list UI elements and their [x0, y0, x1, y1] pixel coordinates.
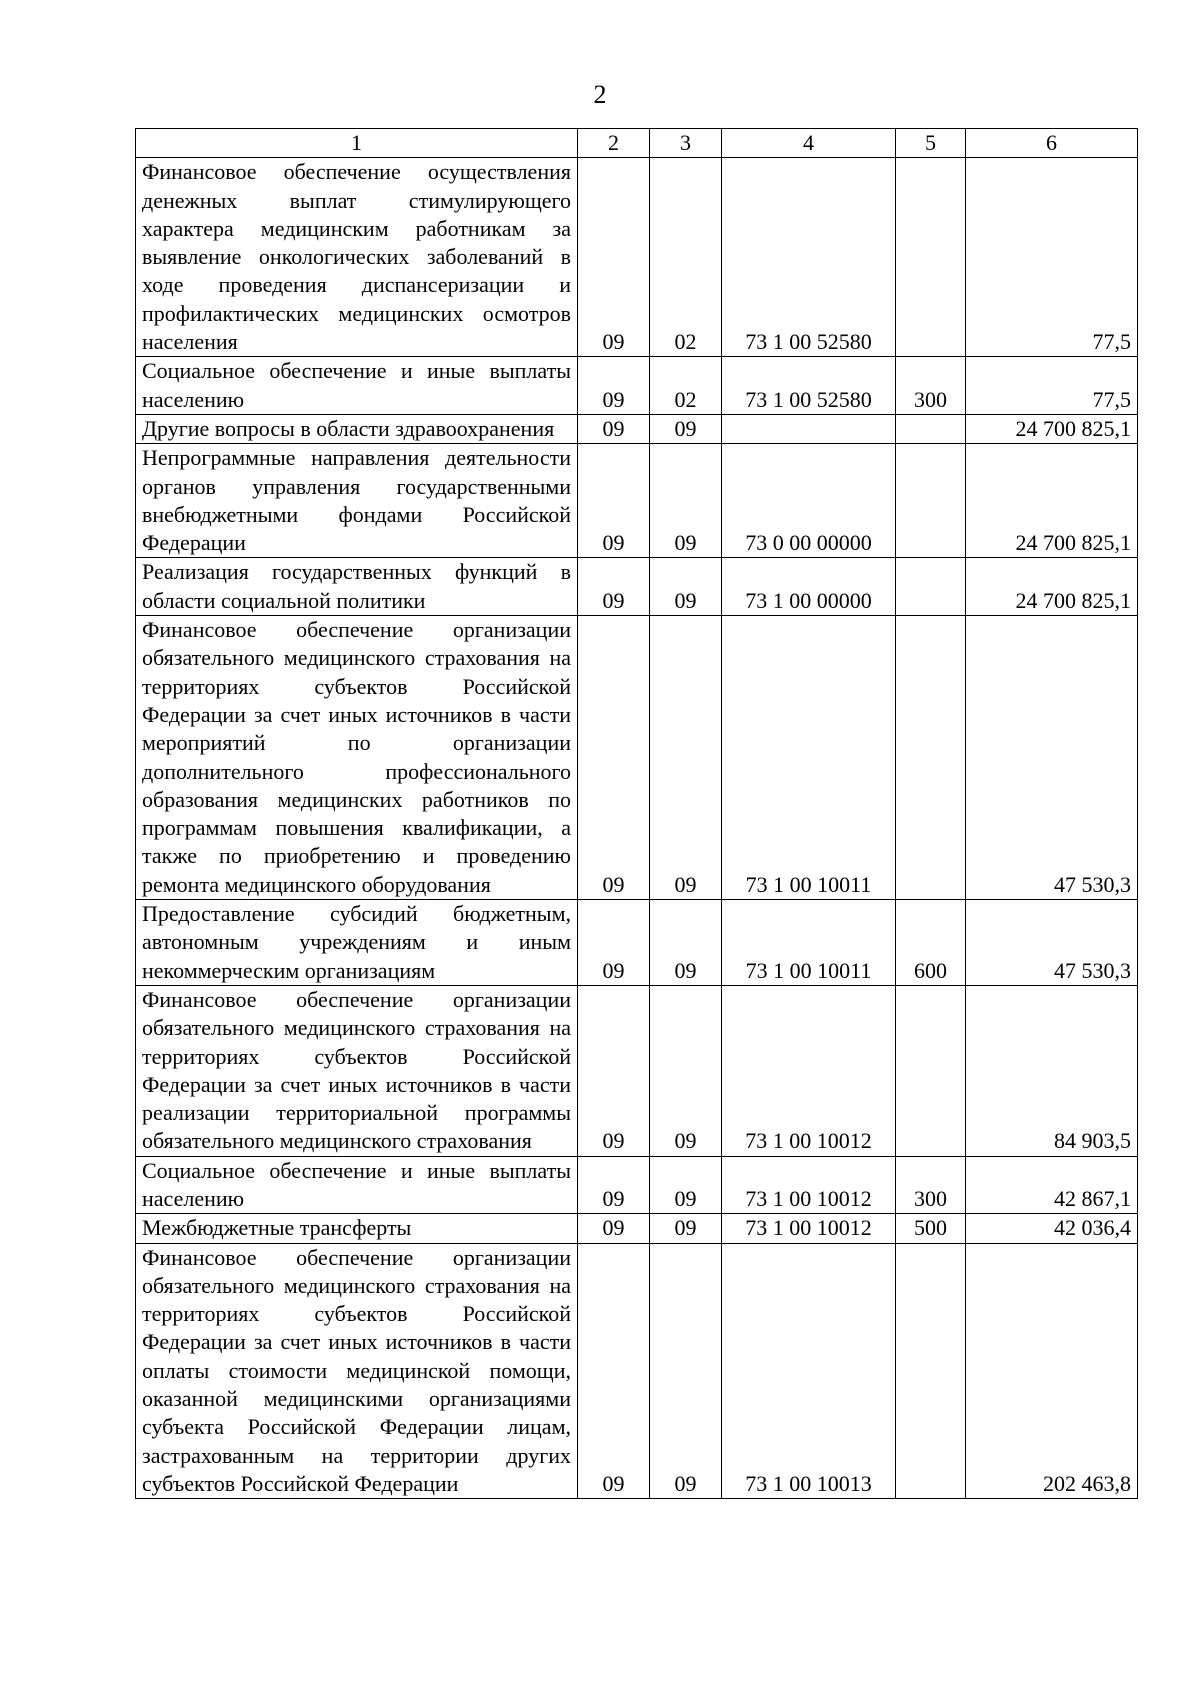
row-section-cell: 09	[578, 985, 650, 1156]
row-amount-cell: 24 700 825,1	[966, 414, 1138, 443]
row-amount-cell: 24 700 825,1	[966, 444, 1138, 558]
row-expense-type-cell	[896, 616, 966, 900]
row-name-cell: Финансовое обеспечение организации обязательного медицинского страхования на территориях субъектов Российской Федерации за счет иных источников в части оплаты стоимости медицинской помощи, оказанной медицинскими организациями субъекта Российской Федерации лицам, застрахованным на территории других субъектов Российской Федерации	[136, 1243, 578, 1499]
row-name-cell: Финансовое обеспечение осуществления денежных выплат стимулирующего характера медицинским работникам за выявление онкологических заболеваний в ходе проведения диспансеризации и профилактических медицинских осмотров населения	[136, 158, 578, 357]
row-subsection-cell: 09	[650, 558, 722, 616]
row-name-cell: Предоставление субсидий бюджетным, автономным учреждениям и иным некоммерческим организациям	[136, 900, 578, 986]
row-expense-type-cell	[896, 414, 966, 443]
table-body	[136, 158, 1138, 1499]
row-name-cell: Финансовое обеспечение организации обязательного медицинского страхования на территориях субъектов Российской Федерации за счет иных источников в части реализации территориальной программы обязательного медицинского страхования	[136, 985, 578, 1156]
row-subsection-cell: 09	[650, 985, 722, 1156]
row-expense-type-cell: 300	[896, 1156, 966, 1214]
row-amount-cell: 77,5	[966, 357, 1138, 415]
row-section-cell: 09	[578, 444, 650, 558]
row-expense-type-cell	[896, 558, 966, 616]
row-section-cell: 09	[578, 900, 650, 986]
row-name-cell: Социальное обеспечение и иные выплаты населению	[136, 357, 578, 415]
column-header: 6	[966, 129, 1138, 158]
row-expense-type-cell	[896, 985, 966, 1156]
row-section-cell: 09	[578, 1156, 650, 1214]
table-row	[136, 158, 1138, 357]
row-target-article-cell: 73 1 00 10012	[722, 1156, 896, 1214]
row-amount-cell: 47 530,3	[966, 616, 1138, 900]
table-row	[136, 1214, 1138, 1243]
column-header: 2	[578, 129, 650, 158]
row-name-cell: Реализация государственных функций в области социальной политики	[136, 558, 578, 616]
column-header: 3	[650, 129, 722, 158]
table-row	[136, 616, 1138, 900]
row-subsection-cell: 02	[650, 158, 722, 357]
table-row	[136, 1243, 1138, 1499]
row-target-article-cell: 73 1 00 52580	[722, 357, 896, 415]
table-row	[136, 444, 1138, 558]
column-header: 4	[722, 129, 896, 158]
row-name-cell: Другие вопросы в области здравоохранения	[136, 414, 578, 443]
row-target-article-cell: 73 1 00 10013	[722, 1243, 896, 1499]
table-row	[136, 558, 1138, 616]
row-section-cell: 09	[578, 158, 650, 357]
table-row	[136, 900, 1138, 986]
table-row	[136, 357, 1138, 415]
row-name-cell: Непрограммные направления деятельности органов управления государственными внебюджетными фондами Российской Федерации	[136, 444, 578, 558]
row-amount-cell: 42 867,1	[966, 1156, 1138, 1214]
table-row	[136, 985, 1138, 1156]
row-subsection-cell: 09	[650, 1214, 722, 1243]
row-amount-cell: 84 903,5	[966, 985, 1138, 1156]
row-subsection-cell: 09	[650, 1243, 722, 1499]
row-subsection-cell: 09	[650, 444, 722, 558]
row-expense-type-cell	[896, 1243, 966, 1499]
table-row	[136, 1156, 1138, 1214]
row-amount-cell: 42 036,4	[966, 1214, 1138, 1243]
row-name-cell: Межбюджетные трансферты	[136, 1214, 578, 1243]
row-expense-type-cell	[896, 158, 966, 357]
row-subsection-cell: 09	[650, 414, 722, 443]
row-section-cell: 09	[578, 558, 650, 616]
row-section-cell: 09	[578, 357, 650, 415]
row-subsection-cell: 09	[650, 1156, 722, 1214]
row-expense-type-cell: 600	[896, 900, 966, 986]
row-subsection-cell: 09	[650, 900, 722, 986]
row-section-cell: 09	[578, 1214, 650, 1243]
row-expense-type-cell	[896, 444, 966, 558]
row-section-cell: 09	[578, 414, 650, 443]
budget-table	[135, 128, 1138, 1499]
row-subsection-cell: 02	[650, 357, 722, 415]
row-amount-cell: 202 463,8	[966, 1243, 1138, 1499]
row-name-cell: Социальное обеспечение и иные выплаты населению	[136, 1156, 578, 1214]
table-header-row	[136, 129, 1138, 158]
row-target-article-cell: 73 1 00 10011	[722, 900, 896, 986]
row-expense-type-cell: 500	[896, 1214, 966, 1243]
row-target-article-cell: 73 1 00 10011	[722, 616, 896, 900]
row-amount-cell: 47 530,3	[966, 900, 1138, 986]
column-header: 1	[136, 129, 578, 158]
row-amount-cell: 77,5	[966, 158, 1138, 357]
row-subsection-cell: 09	[650, 616, 722, 900]
row-target-article-cell: 73 1 00 10012	[722, 1214, 896, 1243]
row-section-cell: 09	[578, 616, 650, 900]
row-name-cell: Финансовое обеспечение организации обязательного медицинского страхования на территориях субъектов Российской Федерации за счет иных источников в части мероприятий по организации дополнительного профессионального образования медицинских работников по программам повышения квалификации, а также по приобретению и проведению ремонта медицинского оборудования	[136, 616, 578, 900]
page-number: 2	[593, 80, 607, 109]
row-target-article-cell: 73 1 00 00000	[722, 558, 896, 616]
column-header: 5	[896, 129, 966, 158]
row-target-article-cell: 73 1 00 10012	[722, 985, 896, 1156]
row-amount-cell: 24 700 825,1	[966, 558, 1138, 616]
table-row	[136, 414, 1138, 443]
row-section-cell: 09	[578, 1243, 650, 1499]
row-expense-type-cell: 300	[896, 357, 966, 415]
row-target-article-cell: 73 1 00 52580	[722, 158, 896, 357]
row-target-article-cell: 73 0 00 00000	[722, 444, 896, 558]
row-target-article-cell	[722, 414, 896, 443]
